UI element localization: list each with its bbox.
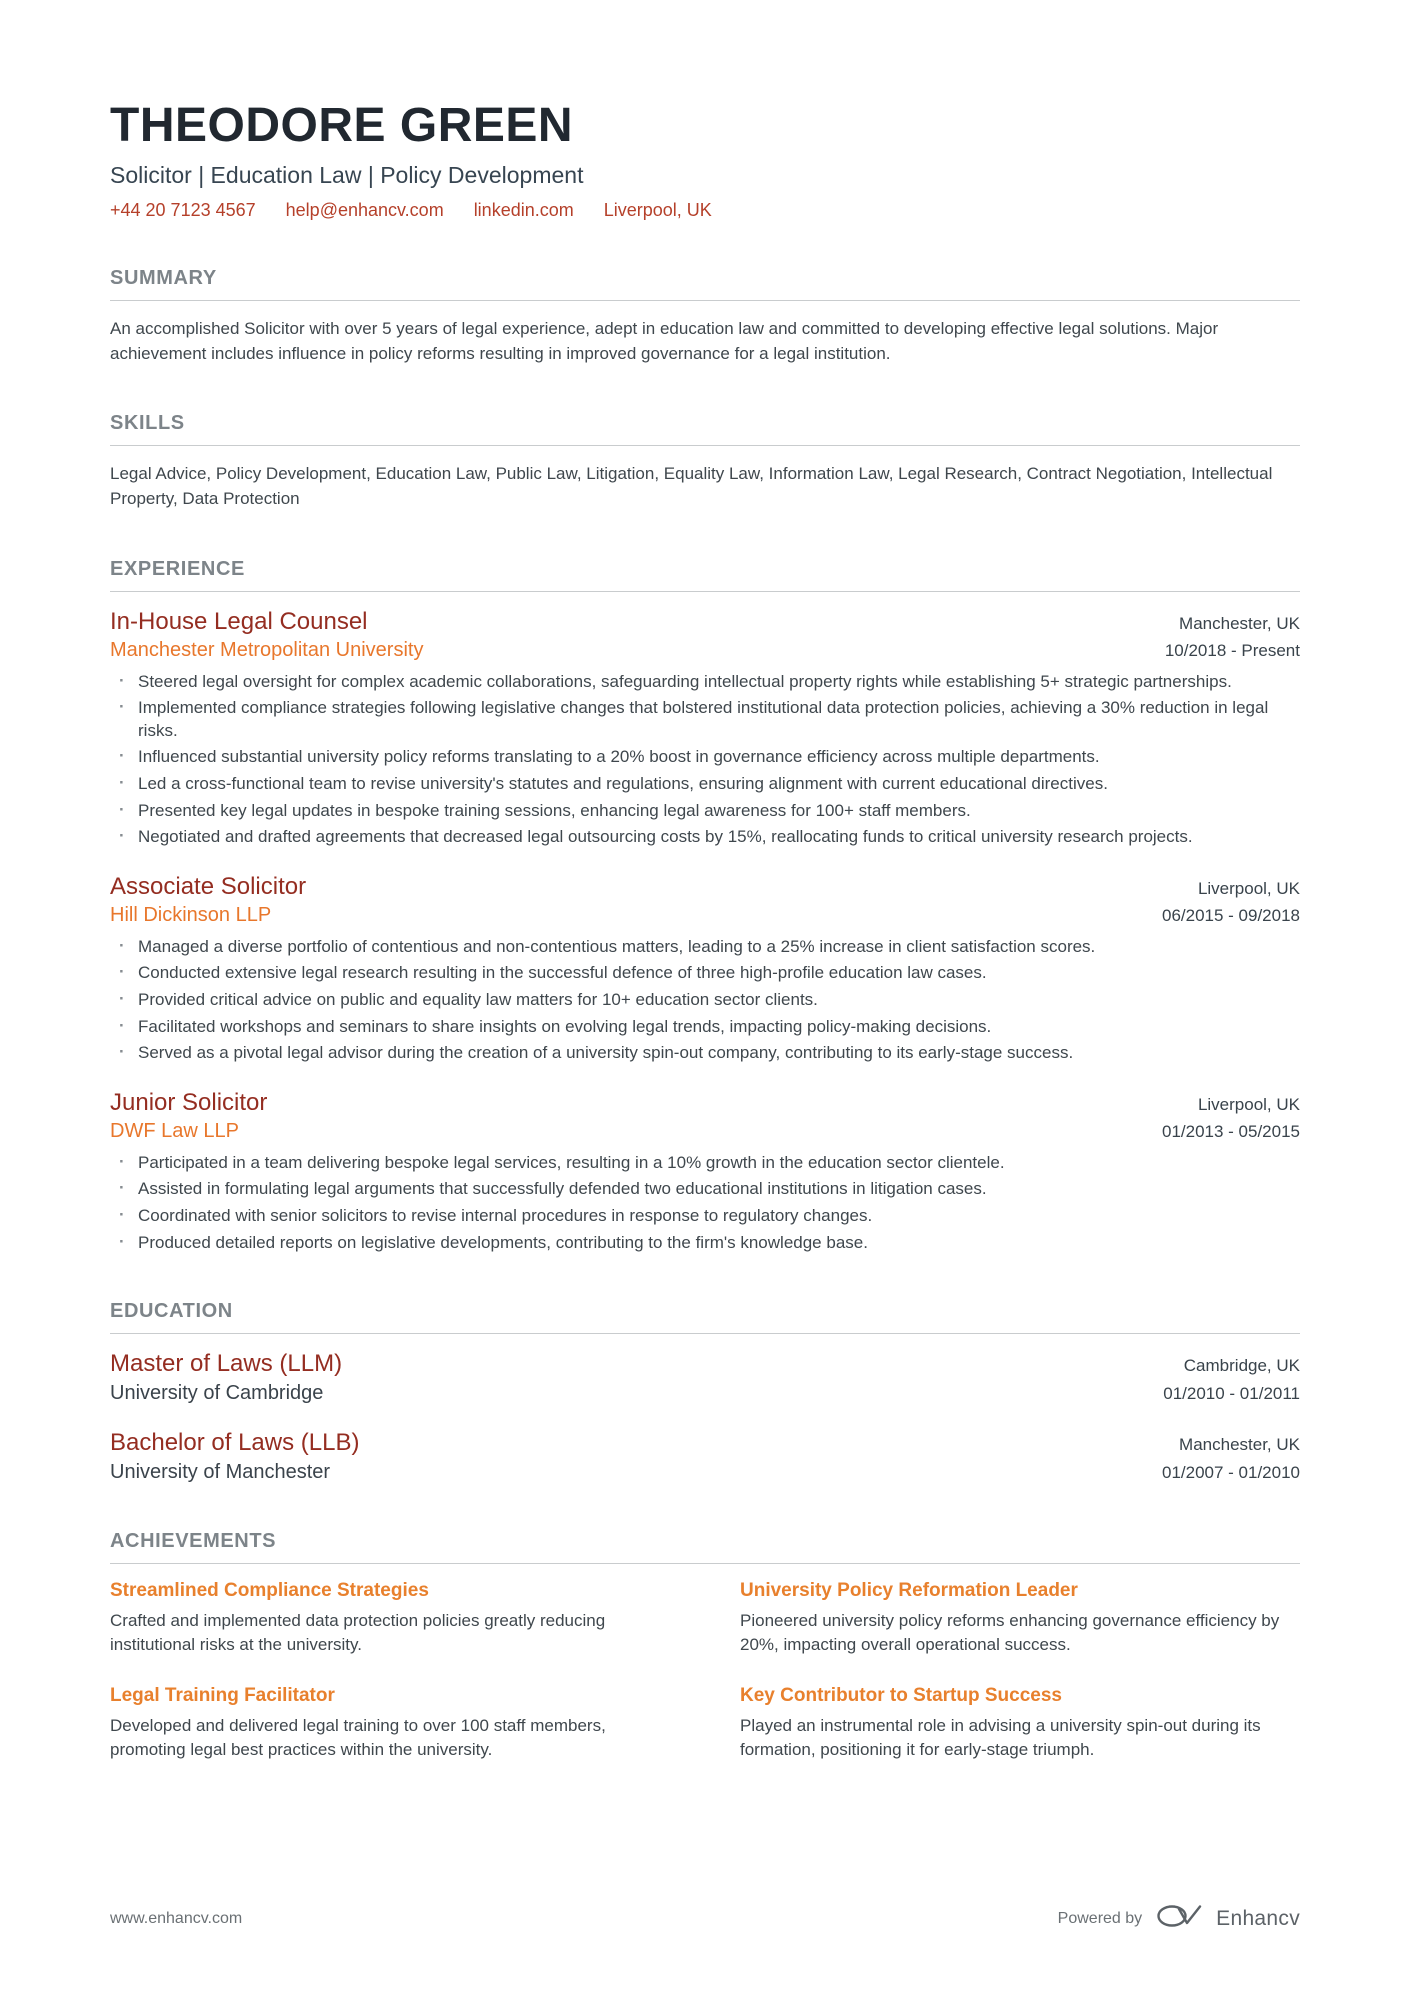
experience-title-row: [110, 1089, 1300, 1117]
job-location: Liverpool, UK: [1197, 1094, 1300, 1114]
achievements-grid: [110, 1580, 1300, 1761]
degree-title: Master of Laws (LLM): [110, 1350, 343, 1378]
achievement-title: University Policy Reformation Leader: [740, 1580, 1078, 1602]
experience-bullet: · Facilitated workshops and seminars to share insights on evolving legal trends, impacting policy-making decisions.: [110, 1016, 1300, 1039]
experience-bullet: · Led a cross-functional team to revise university's statutes and regulations, ensuring alignment with current educational directives.: [110, 773, 1300, 796]
phone-link[interactable]: +44 20 7123 4567: [110, 200, 256, 220]
education-section: [110, 1300, 1300, 1484]
section-heading-achievements: ACHIEVEMENTS: [110, 1530, 1300, 1564]
skills-section: [110, 412, 1300, 511]
summary-section: [110, 267, 1300, 366]
achievement-title: Streamlined Compliance Strategies: [110, 1580, 429, 1602]
education-location: Manchester, UK: [1179, 1435, 1300, 1455]
education-title-row: [110, 1429, 1300, 1457]
powered-by-link[interactable]: [1058, 1904, 1300, 1933]
job-dates: 10/2018 - Present: [1164, 640, 1300, 660]
experience-section: [110, 558, 1300, 1255]
experience-bullet: · Provided critical advice on public and equality law matters for 10+ education sector clients.: [110, 989, 1300, 1012]
experience-bullet: · Influenced substantial university policy reforms translating to a 20% boost in governance efficiency across multiple departments.: [110, 746, 1300, 769]
experience-bullet: · Conducted extensive legal research resulting in the successful defence of three high-profile education law cases.: [110, 962, 1300, 985]
job-dates: 06/2015 - 09/2018: [1161, 905, 1300, 925]
skills-text: Legal Advice, Policy Development, Education Law, Public Law, Litigation, Equality Law, Information Law, Legal Research, Contract Negotiation, Intellectual Property, Data Protection: [110, 464, 1273, 508]
experience-bullet: · Produced detailed reports on legislative developments, contributing to the firm's knowledge base.: [110, 1232, 1300, 1255]
experience-title-row: [110, 608, 1300, 636]
school-name: University of Cambridge: [110, 1382, 324, 1405]
bullet-list: [110, 1152, 1300, 1254]
section-heading-skills: SKILLS: [110, 412, 1300, 446]
summary-text: An accomplished Solicitor with over 5 years of legal experience, adept in education law and committed to developing effective legal solutions. Major achievement includes influence in policy reforms resulting in improved governance for a legal institution.: [110, 319, 1219, 363]
job-location: Liverpool, UK: [1197, 878, 1300, 898]
bullet-list: [110, 671, 1300, 849]
powered-by-label: Powered by: [1057, 1909, 1143, 1927]
company-name: DWF Law LLP: [110, 1119, 239, 1142]
resume-header: [110, 98, 1300, 221]
education-item: [110, 1350, 1300, 1405]
degree-title: Bachelor of Laws (LLB): [110, 1429, 360, 1457]
experience-title-row: [110, 873, 1300, 901]
education-dates: 01/2010 - 01/2011: [1163, 1384, 1300, 1404]
section-heading-summary: SUMMARY: [110, 267, 1300, 301]
contact-row: [110, 200, 1300, 221]
achievement-text: Crafted and implemented data protection policies greatly reducing institutional risks at the university.: [110, 1611, 606, 1655]
page-footer: [110, 1904, 1300, 1933]
experience-item: [110, 873, 1300, 1065]
achievement-item: [740, 1580, 1300, 1657]
linkedin-link[interactable]: linkedin.com: [473, 200, 574, 220]
enhancv-logo-icon: [1156, 1904, 1202, 1933]
achievement-title: Legal Training Facilitator: [110, 1684, 335, 1706]
experience-bullet: · Participated in a team delivering bespoke legal services, resulting in a 10% growth in the education sector clientele.: [110, 1152, 1300, 1175]
experience-company-row: [110, 1117, 1300, 1143]
education-school-row: [110, 1457, 1300, 1484]
email-link[interactable]: help@enhancv.com: [285, 200, 444, 220]
section-heading-experience: EXPERIENCE: [110, 558, 1300, 592]
experience-item: [110, 608, 1300, 849]
job-location: Manchester, UK: [1179, 613, 1300, 633]
experience-company-row: [110, 901, 1300, 927]
education-title-row: [110, 1350, 1300, 1378]
job-title: Junior Solicitor: [110, 1088, 268, 1116]
education-item: [110, 1429, 1300, 1484]
achievement-item: [740, 1685, 1300, 1762]
bullet-list: [110, 936, 1300, 1065]
achievement-title: Key Contributor to Startup Success: [740, 1684, 1062, 1706]
location-text: Liverpool, UK: [603, 200, 712, 220]
experience-company-row: [110, 636, 1300, 662]
section-heading-education: EDUCATION: [110, 1300, 1300, 1334]
enhancv-brand-text: Enhancv: [1216, 1906, 1300, 1930]
experience-bullet: · Negotiated and drafted agreements that decreased legal outsourcing costs by 15%, reallocating funds to critical university research projects.: [110, 826, 1300, 849]
experience-bullet: · Presented key legal updates in bespoke training sessions, enhancing legal awareness for 100+ staff members.: [110, 800, 1300, 823]
candidate-headline: Solicitor | Education Law | Policy Development: [110, 162, 584, 188]
job-title: In-House Legal Counsel: [110, 607, 368, 635]
website-link[interactable]: www.enhancv.com: [110, 1909, 243, 1927]
job-dates: 01/2013 - 05/2015: [1161, 1121, 1300, 1141]
job-title: Associate Solicitor: [110, 872, 307, 900]
experience-bullet: · Implemented compliance strategies following legislative changes that bolstered institutional data protection policies, achieving a 30% reduction in legal risks.: [110, 697, 1300, 742]
company-name: Manchester Metropolitan University: [110, 638, 424, 661]
achievement-text: Developed and delivered legal training to over 100 staff members, promoting legal best practices within the university.: [110, 1715, 606, 1759]
experience-bullet: · Served as a pivotal legal advisor during the creation of a university spin-out company, contributing to its early-stage success.: [110, 1042, 1300, 1065]
school-name: University of Manchester: [110, 1461, 331, 1484]
achievements-section: [110, 1530, 1300, 1761]
experience-bullet: · Assisted in formulating legal arguments that successfully defended two educational institutions in litigation cases.: [110, 1178, 1300, 1201]
experience-bullet: · Managed a diverse portfolio of contentious and non-contentious matters, leading to a 25% increase in client satisfaction scores.: [110, 936, 1300, 959]
education-dates: 01/2007 - 01/2010: [1161, 1463, 1300, 1483]
education-location: Cambridge, UK: [1183, 1356, 1300, 1376]
achievement-text: Played an instrumental role in advising a university spin-out during its formation, positioning it for early-stage triumph.: [740, 1715, 1261, 1759]
experience-bullet: · Steered legal oversight for complex academic collaborations, safeguarding intellectual property rights while establishing 5+ strategic partnerships.: [110, 671, 1300, 694]
experience-bullet: · Coordinated with senior solicitors to revise internal procedures in response to regulatory changes.: [110, 1205, 1300, 1228]
company-name: Hill Dickinson LLP: [110, 903, 272, 926]
achievement-item: [110, 1580, 670, 1657]
education-school-row: [110, 1378, 1300, 1405]
achievement-item: [110, 1685, 670, 1762]
achievement-text: Pioneered university policy reforms enhancing governance efficiency by 20%, impacting overall operational success.: [740, 1611, 1280, 1655]
candidate-name: THEODORE GREEN: [110, 99, 574, 152]
experience-item: [110, 1089, 1300, 1254]
